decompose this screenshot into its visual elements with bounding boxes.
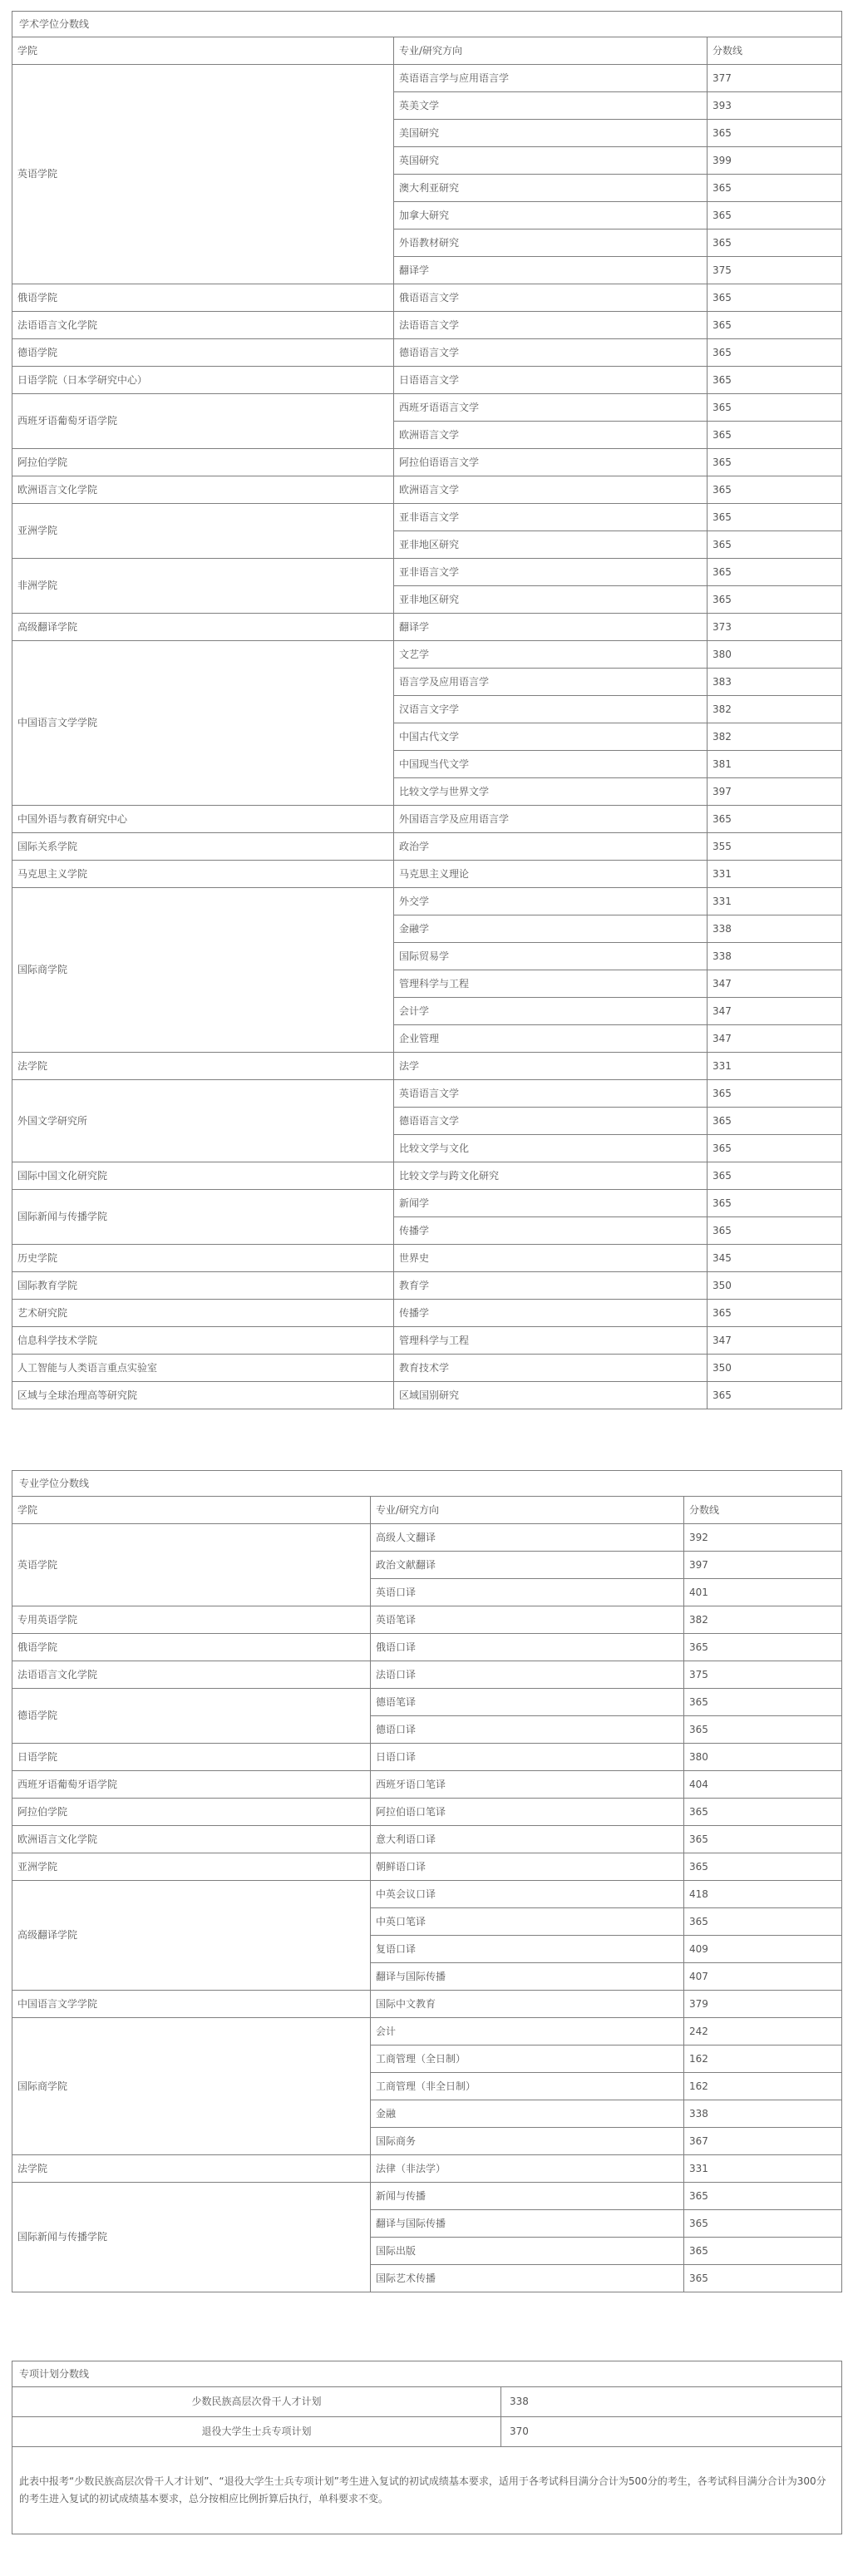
table-row <box>12 1245 842 1272</box>
score-cell: 404 <box>684 1771 842 1799</box>
table-row <box>12 2018 842 2046</box>
college-cell: 法学院 <box>12 1053 394 1080</box>
table-caption: 学术学位分数线 <box>12 12 842 37</box>
major-cell: 传播学 <box>394 1300 708 1327</box>
academic-score-table <box>12 11 842 1409</box>
major-cell: 翻译学 <box>394 257 708 284</box>
table-row <box>12 614 842 641</box>
score-cell: 345 <box>708 1245 842 1272</box>
college-cell: 阿拉伯学院 <box>12 1799 371 1826</box>
table-row <box>12 1355 842 1382</box>
college-cell: 专用英语学院 <box>12 1606 371 1634</box>
professional-score-table <box>12 1470 842 2292</box>
score-cell: 382 <box>708 723 842 751</box>
college-cell: 历史学院 <box>12 1245 394 1272</box>
major-cell: 欧洲语言文学 <box>394 422 708 449</box>
table-row <box>12 1771 842 1799</box>
score-cell: 338 <box>684 2100 842 2128</box>
score-cell: 375 <box>708 257 842 284</box>
score-cell: 242 <box>684 2018 842 2046</box>
college-cell: 人工智能与人类语言重点实验室 <box>12 1355 394 1382</box>
major-cell: 亚非语言文学 <box>394 504 708 531</box>
major-cell: 国际中文教育 <box>371 1991 684 2018</box>
major-cell: 比较文学与世界文学 <box>394 778 708 806</box>
major-cell: 欧洲语言文学 <box>394 476 708 504</box>
major-cell: 世界史 <box>394 1245 708 1272</box>
major-cell: 比较文学与跨文化研究 <box>394 1162 708 1190</box>
table-row <box>12 2155 842 2183</box>
college-cell: 阿拉伯学院 <box>12 449 394 476</box>
college-cell: 法学院 <box>12 2155 371 2183</box>
table-row <box>12 312 842 339</box>
header-row <box>12 37 842 65</box>
score-cell: 409 <box>684 1936 842 1963</box>
score-cell: 365 <box>684 1826 842 1853</box>
college-cell: 中国外语与教育研究中心 <box>12 806 394 833</box>
table-row <box>12 339 842 367</box>
plan-name: 退役大学生士兵专项计划 <box>12 2417 501 2447</box>
major-cell: 英国研究 <box>394 147 708 175</box>
college-cell: 外国文学研究所 <box>12 1080 394 1162</box>
college-cell: 信息科学技术学院 <box>12 1327 394 1355</box>
table-row <box>12 1744 842 1771</box>
score-cell: 365 <box>708 1162 842 1190</box>
major-cell: 国际出版 <box>371 2238 684 2265</box>
score-cell: 365 <box>708 476 842 504</box>
score-cell: 347 <box>708 998 842 1025</box>
major-cell: 马克思主义理论 <box>394 861 708 888</box>
score-cell: 338 <box>708 915 842 943</box>
major-cell: 政治文献翻译 <box>371 1552 684 1579</box>
major-cell: 汉语言文字学 <box>394 696 708 723</box>
table-row <box>12 1053 842 1080</box>
major-cell: 加拿大研究 <box>394 202 708 229</box>
major-cell: 法学 <box>394 1053 708 1080</box>
major-cell: 工商管理（全日制） <box>371 2046 684 2073</box>
score-cell: 331 <box>708 861 842 888</box>
college-cell: 欧洲语言文化学院 <box>12 476 394 504</box>
score-cell: 338 <box>708 943 842 970</box>
major-cell: 俄语口译 <box>371 1634 684 1661</box>
college-cell: 日语学院 <box>12 1744 371 1771</box>
special-plan-row <box>12 2387 842 2417</box>
major-cell: 区域国别研究 <box>394 1382 708 1409</box>
major-cell: 复语口译 <box>371 1936 684 1963</box>
score-cell: 397 <box>684 1552 842 1579</box>
college-cell: 德语学院 <box>12 339 394 367</box>
special-table-caption: 专项计划分数线 <box>12 2361 842 2387</box>
college-cell: 德语学院 <box>12 1689 371 1744</box>
major-cell: 中国古代文学 <box>394 723 708 751</box>
major-cell: 日语口译 <box>371 1744 684 1771</box>
table-row <box>12 1606 842 1634</box>
major-cell: 英语口译 <box>371 1579 684 1606</box>
table-row <box>12 1881 842 1908</box>
college-cell: 亚洲学院 <box>12 1853 371 1881</box>
score-cell: 401 <box>684 1579 842 1606</box>
major-cell: 教育学 <box>394 1272 708 1300</box>
score-cell: 365 <box>708 120 842 147</box>
score-cell: 365 <box>684 2238 842 2265</box>
score-cell: 365 <box>684 2265 842 2292</box>
major-cell: 企业管理 <box>394 1025 708 1053</box>
score-cell: 365 <box>708 229 842 257</box>
major-cell: 管理科学与工程 <box>394 970 708 998</box>
score-cell: 365 <box>708 806 842 833</box>
table-row <box>12 2183 842 2210</box>
college-cell: 国际新闻与传播学院 <box>12 1190 394 1245</box>
table-row <box>12 1991 842 2018</box>
college-cell: 非洲学院 <box>12 559 394 614</box>
score-cell: 367 <box>684 2128 842 2155</box>
college-cell: 西班牙语葡萄牙语学院 <box>12 394 394 449</box>
major-cell: 法语语言文学 <box>394 312 708 339</box>
college-cell: 国际新闻与传播学院 <box>12 2183 371 2292</box>
score-cell: 365 <box>708 422 842 449</box>
college-cell: 英语学院 <box>12 65 394 284</box>
score-cell: 418 <box>684 1881 842 1908</box>
major-cell: 中英会议口译 <box>371 1881 684 1908</box>
major-cell: 亚非地区研究 <box>394 531 708 559</box>
table-row <box>12 888 842 915</box>
table-row <box>12 1300 842 1327</box>
major-cell: 澳大利亚研究 <box>394 175 708 202</box>
major-cell: 中英口笔译 <box>371 1908 684 1936</box>
major-cell: 西班牙语语言文学 <box>394 394 708 422</box>
college-cell: 西班牙语葡萄牙语学院 <box>12 1771 371 1799</box>
score-cell: 377 <box>708 65 842 92</box>
score-cell: 365 <box>708 284 842 312</box>
major-cell: 教育技术学 <box>394 1355 708 1382</box>
table-row <box>12 284 842 312</box>
college-cell: 俄语学院 <box>12 1634 371 1661</box>
score-cell: 365 <box>708 1300 842 1327</box>
major-cell: 新闻学 <box>394 1190 708 1217</box>
score-cell: 365 <box>708 1135 842 1162</box>
major-cell: 文艺学 <box>394 641 708 669</box>
score-cell: 162 <box>684 2046 842 2073</box>
score-cell: 392 <box>684 1524 842 1552</box>
major-cell: 翻译与国际传播 <box>371 1963 684 1991</box>
major-cell: 金融 <box>371 2100 684 2128</box>
college-cell: 英语学院 <box>12 1524 371 1606</box>
major-cell: 会计 <box>371 2018 684 2046</box>
major-cell: 金融学 <box>394 915 708 943</box>
major-cell: 高级人文翻译 <box>371 1524 684 1552</box>
score-cell: 365 <box>684 1634 842 1661</box>
score-cell: 365 <box>684 1908 842 1936</box>
major-cell: 亚非语言文学 <box>394 559 708 586</box>
major-cell: 美国研究 <box>394 120 708 147</box>
column-header-college: 学院 <box>12 1497 371 1524</box>
score-cell: 393 <box>708 92 842 120</box>
major-cell: 会计学 <box>394 998 708 1025</box>
college-cell: 国际商学院 <box>12 2018 371 2155</box>
score-cell: 365 <box>684 1853 842 1881</box>
score-cell: 365 <box>708 449 842 476</box>
score-cell: 331 <box>708 1053 842 1080</box>
major-cell: 德语语言文学 <box>394 1108 708 1135</box>
score-cell: 365 <box>708 1382 842 1409</box>
major-cell: 阿拉伯语语言文学 <box>394 449 708 476</box>
table-row <box>12 1661 842 1689</box>
score-cell: 382 <box>708 696 842 723</box>
score-cell: 365 <box>708 586 842 614</box>
major-cell: 国际商务 <box>371 2128 684 2155</box>
major-cell: 阿拉伯语口笔译 <box>371 1799 684 1826</box>
college-cell: 区域与全球治理高等研究院 <box>12 1382 394 1409</box>
table-row <box>12 1080 842 1108</box>
score-cell: 350 <box>708 1272 842 1300</box>
score-cell: 375 <box>684 1661 842 1689</box>
college-cell: 欧洲语言文化学院 <box>12 1826 371 1853</box>
score-cell: 399 <box>708 147 842 175</box>
college-cell: 中国语言文学学院 <box>12 1991 371 2018</box>
score-cell: 365 <box>708 1080 842 1108</box>
college-cell: 国际商学院 <box>12 888 394 1053</box>
table-row <box>12 1162 842 1190</box>
table-row <box>12 504 842 531</box>
caption-row <box>12 12 842 37</box>
score-cell: 365 <box>708 504 842 531</box>
major-cell: 西班牙语口笔译 <box>371 1771 684 1799</box>
major-cell: 管理科学与工程 <box>394 1327 708 1355</box>
table-row <box>12 367 842 394</box>
college-cell: 日语学院（日本学研究中心） <box>12 367 394 394</box>
plan-score: 370 <box>501 2417 842 2447</box>
score-cell: 381 <box>708 751 842 778</box>
score-cell: 365 <box>684 1716 842 1744</box>
column-header-major: 专业/研究方向 <box>371 1497 684 1524</box>
major-cell: 德语口译 <box>371 1716 684 1744</box>
major-cell: 外语教材研究 <box>394 229 708 257</box>
table-caption: 专业学位分数线 <box>12 1471 842 1497</box>
score-cell: 379 <box>684 1991 842 2018</box>
score-cell: 331 <box>708 888 842 915</box>
major-cell: 翻译学 <box>394 614 708 641</box>
college-cell: 国际中国文化研究院 <box>12 1162 394 1190</box>
major-cell: 法律（非法学） <box>371 2155 684 2183</box>
column-header-college: 学院 <box>12 37 394 65</box>
major-cell: 亚非地区研究 <box>394 586 708 614</box>
score-cell: 365 <box>708 367 842 394</box>
table-row <box>12 1327 842 1355</box>
score-cell: 350 <box>708 1355 842 1382</box>
table-row <box>12 476 842 504</box>
table-row <box>12 1382 842 1409</box>
score-cell: 365 <box>708 202 842 229</box>
major-cell: 意大利语口译 <box>371 1826 684 1853</box>
score-cell: 407 <box>684 1963 842 1991</box>
major-cell: 朝鲜语口译 <box>371 1853 684 1881</box>
score-cell: 373 <box>708 614 842 641</box>
score-cell: 365 <box>708 1217 842 1245</box>
major-cell: 传播学 <box>394 1217 708 1245</box>
score-cell: 365 <box>684 2210 842 2238</box>
score-cell: 380 <box>708 641 842 669</box>
major-cell: 英美文学 <box>394 92 708 120</box>
score-cell: 365 <box>708 559 842 586</box>
plan-score: 338 <box>501 2387 842 2417</box>
score-cell: 382 <box>684 1606 842 1634</box>
table-row <box>12 806 842 833</box>
score-cell: 347 <box>708 1327 842 1355</box>
table-row <box>12 1524 842 1552</box>
major-cell: 德语语言文学 <box>394 339 708 367</box>
score-cell: 355 <box>708 833 842 861</box>
major-cell: 国际艺术传播 <box>371 2265 684 2292</box>
major-cell: 工商管理（非全日制） <box>371 2073 684 2100</box>
table-row <box>12 1272 842 1300</box>
header-row <box>12 1497 842 1524</box>
major-cell: 语言学及应用语言学 <box>394 669 708 696</box>
score-cell: 365 <box>708 394 842 422</box>
table-row <box>12 641 842 669</box>
major-cell: 英语笔译 <box>371 1606 684 1634</box>
table-row <box>12 449 842 476</box>
score-cell: 397 <box>708 778 842 806</box>
major-cell: 翻译与国际传播 <box>371 2210 684 2238</box>
college-cell: 亚洲学院 <box>12 504 394 559</box>
score-cell: 365 <box>708 339 842 367</box>
score-cell: 347 <box>708 970 842 998</box>
special-plan-score-table <box>12 2361 842 2534</box>
college-cell: 法语语言文化学院 <box>12 312 394 339</box>
college-cell: 高级翻译学院 <box>12 1881 371 1991</box>
major-cell: 政治学 <box>394 833 708 861</box>
score-cell: 380 <box>684 1744 842 1771</box>
caption-row <box>12 1471 842 1497</box>
major-cell: 俄语语言文学 <box>394 284 708 312</box>
college-cell: 国际关系学院 <box>12 833 394 861</box>
major-cell: 法语口译 <box>371 1661 684 1689</box>
score-cell: 365 <box>684 2183 842 2210</box>
major-cell: 德语笔译 <box>371 1689 684 1716</box>
score-cell: 331 <box>684 2155 842 2183</box>
score-cell: 365 <box>684 1689 842 1716</box>
score-cell: 383 <box>708 669 842 696</box>
college-cell: 艺术研究院 <box>12 1300 394 1327</box>
college-cell: 俄语学院 <box>12 284 394 312</box>
major-cell: 国际贸易学 <box>394 943 708 970</box>
column-header-major: 专业/研究方向 <box>394 37 708 65</box>
special-plan-note: 此表中报考“少数民族高层次骨干人才计划”、“退役大学生士兵专项计划”考生进入复试的初试成绩基本要求，适用于各考试科目满分合计为500分的考生，各考试科目满分合计为300分的考生进入复试的初试成绩基本要求，总分按相应比例折算后执行，单科要求不变。 <box>12 2447 842 2534</box>
special-plan-row <box>12 2417 842 2447</box>
table-row <box>12 1689 842 1716</box>
score-cell: 162 <box>684 2073 842 2100</box>
table-row <box>12 1190 842 1217</box>
major-cell: 外交学 <box>394 888 708 915</box>
table-row <box>12 1634 842 1661</box>
plan-name: 少数民族高层次骨干人才计划 <box>12 2387 501 2417</box>
score-cell: 365 <box>708 1108 842 1135</box>
score-cell: 365 <box>684 1799 842 1826</box>
table-row <box>12 861 842 888</box>
major-cell: 英语语言学与应用语言学 <box>394 65 708 92</box>
major-cell: 中国现当代文学 <box>394 751 708 778</box>
college-cell: 马克思主义学院 <box>12 861 394 888</box>
score-cell: 365 <box>708 312 842 339</box>
major-cell: 英语语言文学 <box>394 1080 708 1108</box>
college-cell: 国际教育学院 <box>12 1272 394 1300</box>
column-header-score: 分数线 <box>708 37 842 65</box>
score-cell: 365 <box>708 531 842 559</box>
major-cell: 新闻与传播 <box>371 2183 684 2210</box>
table-row <box>12 1826 842 1853</box>
major-cell: 日语语言文学 <box>394 367 708 394</box>
major-cell: 比较文学与文化 <box>394 1135 708 1162</box>
score-cell: 365 <box>708 175 842 202</box>
table-row <box>12 65 842 92</box>
table-row <box>12 1853 842 1881</box>
column-header-score: 分数线 <box>684 1497 842 1524</box>
score-cell: 347 <box>708 1025 842 1053</box>
table-row <box>12 559 842 586</box>
college-cell: 法语语言文化学院 <box>12 1661 371 1689</box>
score-cell: 365 <box>708 1190 842 1217</box>
college-cell: 高级翻译学院 <box>12 614 394 641</box>
table-row <box>12 833 842 861</box>
table-row <box>12 394 842 422</box>
college-cell: 中国语言文学学院 <box>12 641 394 806</box>
table-row <box>12 1799 842 1826</box>
major-cell: 外国语言学及应用语言学 <box>394 806 708 833</box>
